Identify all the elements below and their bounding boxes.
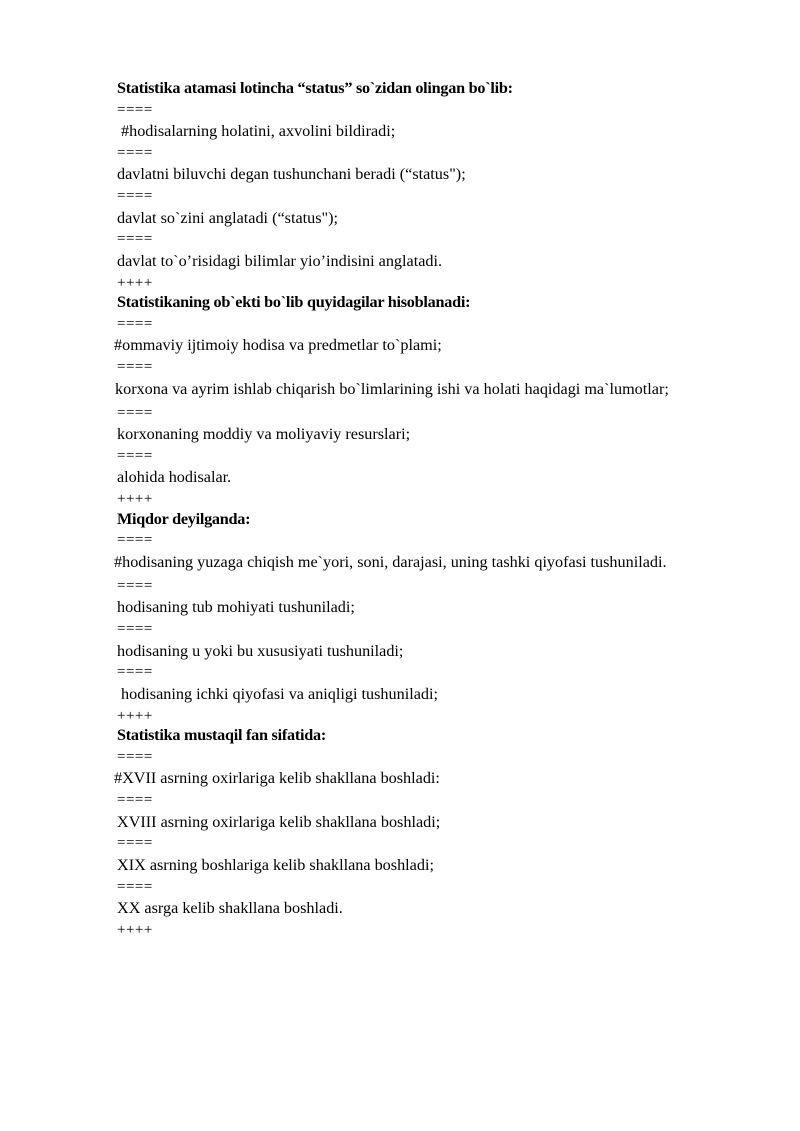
answer-option: hodisaning tub mohiyati tushuniladi; <box>117 598 355 617</box>
answer-separator: ==== <box>117 748 153 765</box>
question-title: Miqdor deyilganda: <box>117 509 251 528</box>
question-separator: ++++ <box>117 491 153 508</box>
answer-separator: ==== <box>117 188 153 205</box>
answer-separator: ==== <box>117 359 153 375</box>
answer-option: XIX asrning boshlariga kelib shakllana boshladi; <box>117 855 434 874</box>
answer-separator: ==== <box>117 835 153 852</box>
answer-separator: ==== <box>117 447 153 464</box>
answer-option: hodisaning u yoki bu xususiyati tushuniladi; <box>117 641 404 660</box>
answer-option: hodisaning ichki qiyofasi va aniqligi tushuniladi; <box>121 685 438 703</box>
question-title: Statistika atamasi lotincha “status” so`zidan olingan bo`lib: <box>117 79 513 97</box>
answer-option: #hodisalarning holatini, axvolini bildiradi; <box>121 122 396 141</box>
question-title: Statistika mustaqil fan sifatida: <box>117 726 326 745</box>
answer-separator: ==== <box>117 315 153 332</box>
answer-separator: ==== <box>117 532 153 549</box>
answer-option: davlat to`o’risidagi bilimlar yio’indisini anglatadi. <box>117 251 443 270</box>
question-separator: ++++ <box>117 274 153 291</box>
answer-separator: ==== <box>117 621 153 638</box>
answer-option: #hodisaning yuzaga chiqish me`yori, soni, darajasi, uning tashki qiyofasi tushuniladi. <box>114 552 667 571</box>
answer-option: XX asrga kelib shakllana boshladi. <box>117 899 343 918</box>
answer-separator: ==== <box>117 664 153 681</box>
answer-separator: ==== <box>117 144 153 161</box>
answer-option: alohida hodisalar. <box>117 468 232 487</box>
question-title: Statistikaning ob`ekti bo`lib quyidagilar hisoblanadi: <box>117 293 471 312</box>
question-separator: ++++ <box>117 921 153 938</box>
answer-option: korxona va ayrim ishlab chiqarish bo`limlarining ishi va holati haqidagi ma`lumotlar; <box>115 379 669 398</box>
question-separator: ++++ <box>117 707 153 724</box>
test-questions <box>114 79 742 941</box>
answer-option: XVIII asrning oxirlariga kelib shakllana boshladi; <box>117 812 441 831</box>
answer-separator: ==== <box>117 792 153 809</box>
answer-separator: ==== <box>117 231 153 248</box>
answer-separator: ==== <box>117 101 153 118</box>
answer-separator: ==== <box>117 404 153 421</box>
answer-option: davlat so`zini anglatadi (“status"); <box>117 208 339 227</box>
answer-option: #ommaviy ijtimoiy hodisa va predmetlar to`plami; <box>114 336 442 355</box>
answer-separator: ==== <box>117 577 153 594</box>
answer-option: #XVII asrning oxirlariga kelib shakllana boshladi: <box>114 769 440 788</box>
answer-separator: ==== <box>117 878 153 895</box>
answer-option: davlatni biluvchi degan tushunchani beradi (“status"); <box>117 165 466 184</box>
answer-option: korxonaning moddiy va moliyaviy resurslari; <box>117 425 411 444</box>
